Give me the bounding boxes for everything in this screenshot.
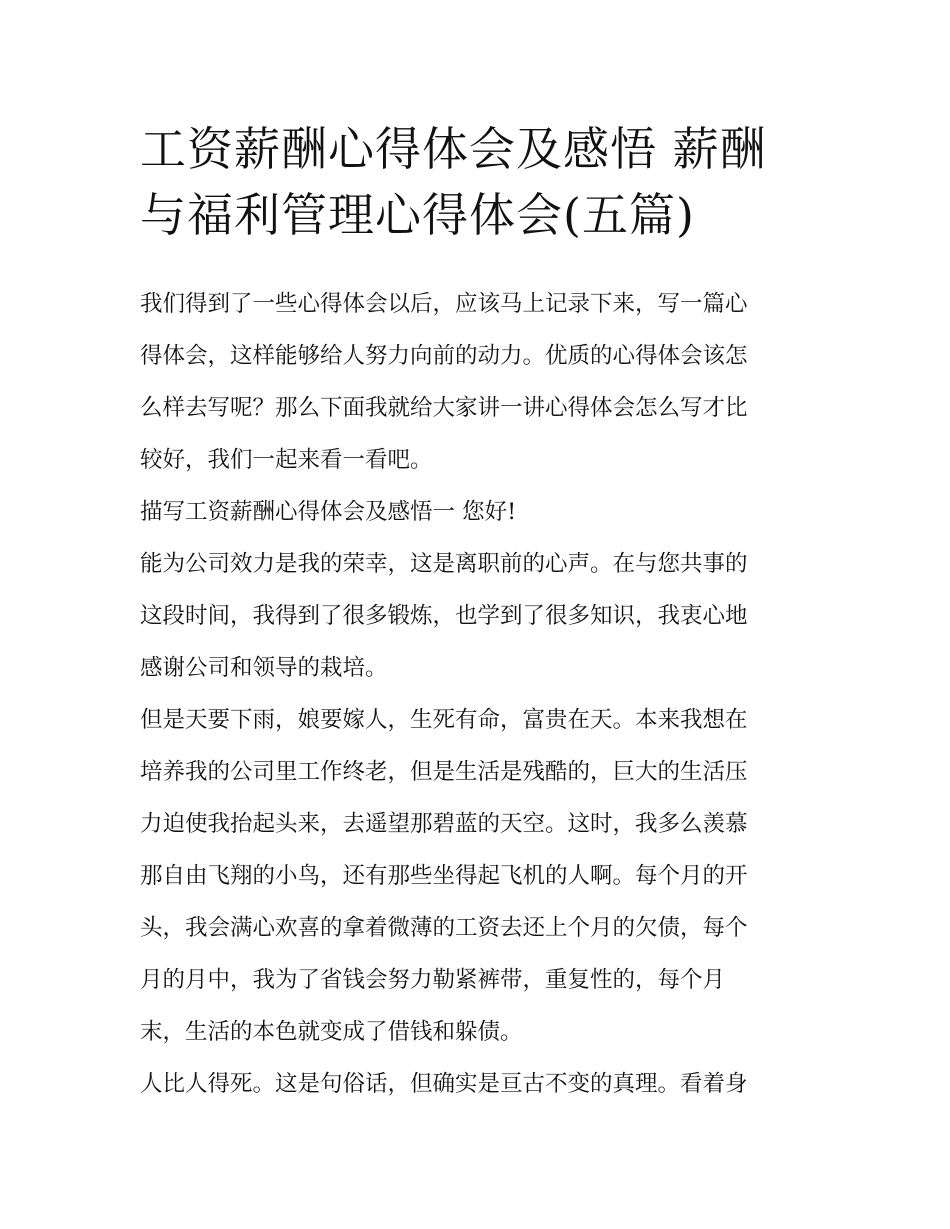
paragraph-intro bbox=[140, 278, 820, 486]
text-line: 较好，我们一起来看一看吧。 bbox=[140, 447, 433, 473]
text-line: 末，生活的本色就变成了借钱和躲债。 bbox=[140, 1019, 523, 1045]
text-line: 力迫使我抬起头来，去遥望那碧蓝的天空。这时，我多么羡慕 bbox=[140, 811, 748, 837]
text-line: 感谢公司和领导的栽培。 bbox=[140, 655, 388, 681]
paragraph-comparison bbox=[140, 1058, 820, 1110]
text-line: 那自由飞翔的小鸟，还有那些坐得起飞机的人啊。每个月的开 bbox=[140, 863, 748, 889]
text-line: 我们得到了一些心得体会以后，应该马上记录下来，写一篇心 bbox=[140, 291, 748, 317]
text-line: 人比人得死。这是句俗话，但确实是亘古不变的真理。看着身 bbox=[140, 1071, 748, 1097]
text-line: 但是天要下雨，娘要嫁人，生死有命，富贵在天。本来我想在 bbox=[140, 707, 748, 733]
document-body bbox=[140, 278, 820, 1110]
document-title bbox=[140, 116, 820, 248]
text-line: 描写工资薪酬心得体会及感悟一 您好! bbox=[140, 499, 517, 525]
paragraph-section-heading bbox=[140, 486, 820, 538]
text-line: 头，我会满心欢喜的拿着微薄的工资去还上个月的欠债，每个 bbox=[140, 915, 748, 941]
text-line: 能为公司效力是我的荣幸，这是离职前的心声。在与您共事的 bbox=[140, 551, 748, 577]
title-line: 工资薪酬心得体会及感悟 薪酬 bbox=[140, 122, 767, 176]
paragraph-thanks bbox=[140, 538, 820, 694]
text-line: 这段时间，我得到了很多锻炼，也学到了很多知识，我衷心地 bbox=[140, 603, 748, 629]
text-line: 得体会，这样能够给人努力向前的动力。优质的心得体会该怎 bbox=[140, 343, 748, 369]
text-line: 么样去写呢？那么下面我就给大家讲一讲心得体会怎么写才比 bbox=[140, 395, 748, 421]
paragraph-life bbox=[140, 694, 820, 1058]
text-line: 培养我的公司里工作终老，但是生活是残酷的，巨大的生活压 bbox=[140, 759, 748, 785]
title-line: 与福利管理心得体会(五篇) bbox=[140, 188, 695, 242]
text-line: 月的月中，我为了省钱会努力勒紧裤带，重复性的，每个月 bbox=[140, 967, 726, 993]
